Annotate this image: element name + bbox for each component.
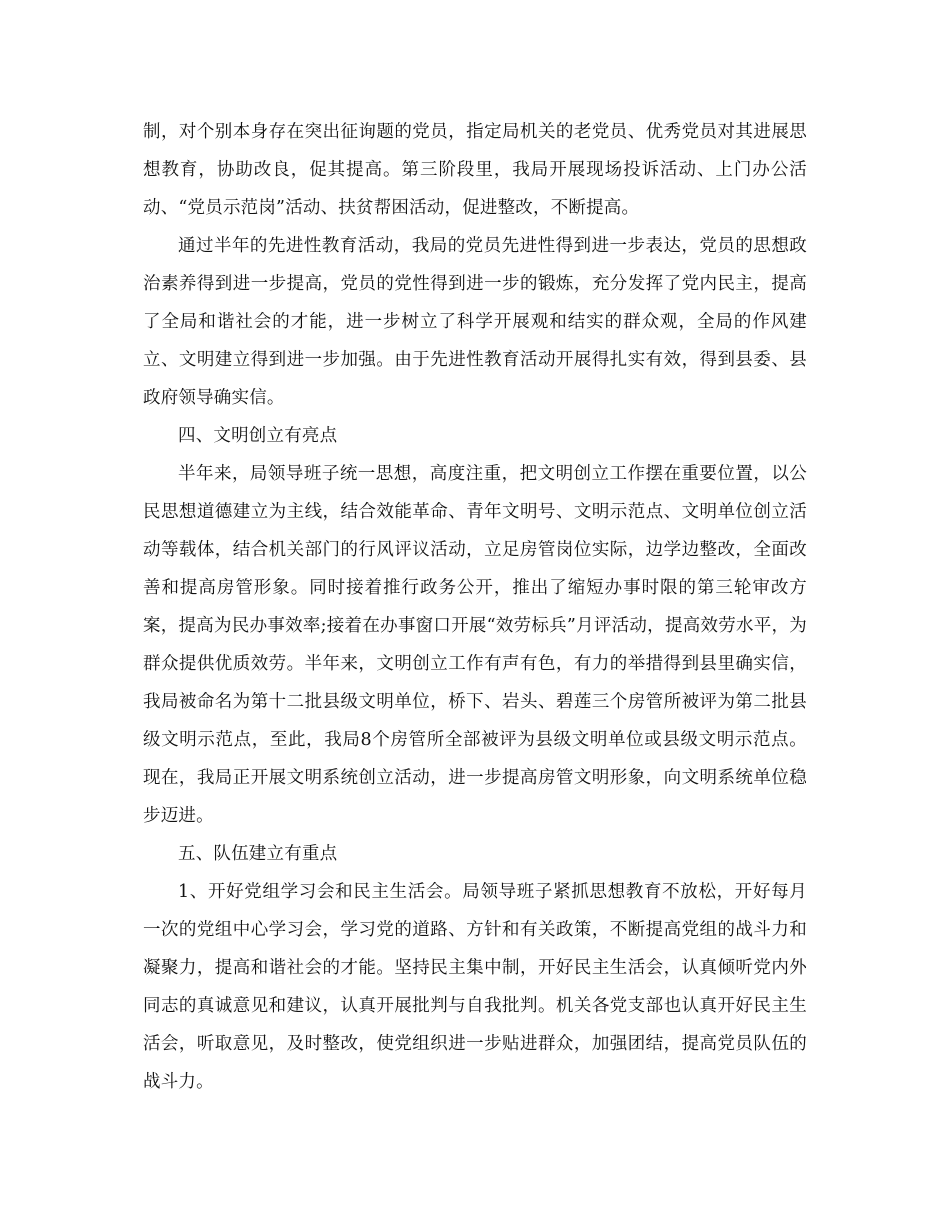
section-heading-civilization: 四、文明创立有亮点 xyxy=(178,426,338,446)
paragraph-team-building: 1、开好党组学习会和民主生活会。局领导班子紧抓思想教育不放松，开好每月一次的党组中心学习会，学习党的道路、方针和有关政策，不断提高党组的战斗力和凝聚力，提高和谐社会的才能。坚持民主集中制，开好民主生活会，认真倾听党内外同志的真诚意见和建议，认真开展批判与自我批判。机关各党支部也认真开好民主生活会，听取意见，及时整改，使党组织进一步贴进群众，加强团结，提高党员队伍的战斗力。 xyxy=(143,882,807,1092)
paragraph-continuation: 制，对个别本身存在突出征询题的党员，指定局机关的老党员、优秀党员对其进展思想教育，协助改良，促其提高。第三阶段里，我局开展现场投诉活动、上门办公活动、“党员示范岗”活动、扶贫帮困活动，促进整改，不断提高。 xyxy=(143,122,807,218)
paragraph-civilization: 半年来，局领导班子统一思想，高度注重，把文明创立工作摆在重要位置，以公民思想道德建立为主线，结合效能革命、青年文明号、文明示范点、文明单位创立活动等载体，结合机关部门的行风评议活动，立足房管岗位实际，边学边整改，全面改善和提高房管形象。同时接着推行政务公开，推出了缩短办事时限的第三轮审改方案，提高为民办事效率;接着在办事窗口开展“效劳标兵”月评活动，提高效劳水平，为群众提供优质效劳。半年来，文明创立工作有声有色，有力的举措得到县里确实信，我局被命名为第十二批县级文明单位，桥下、岩头、碧莲三个房管所被评为第二批县级文明示范点，至此，我局8个房管所全部被评为县级文明单位或县级文明示范点。现在，我局正开展文明系统创立活动，进一步提高房管文明形象，向文明系统单位稳步迈进。 xyxy=(143,464,807,826)
section-heading-team-building: 五、队伍建立有重点 xyxy=(178,844,338,864)
paragraph-advanced-education: 通过半年的先进性教育活动，我局的党员先进性得到进一步表达，党员的思想政治素养得到进一步提高，党员的党性得到进一步的锻炼，充分发挥了党内民主，提高了全局和谐社会的才能，进一步树立了科学开展观和结实的群众观，全局的作风建立、文明建立得到进一步加强。由于先进性教育活动开展得扎实有效，得到县委、县政府领导确实信。 xyxy=(143,236,807,408)
document-body xyxy=(143,113,807,1101)
